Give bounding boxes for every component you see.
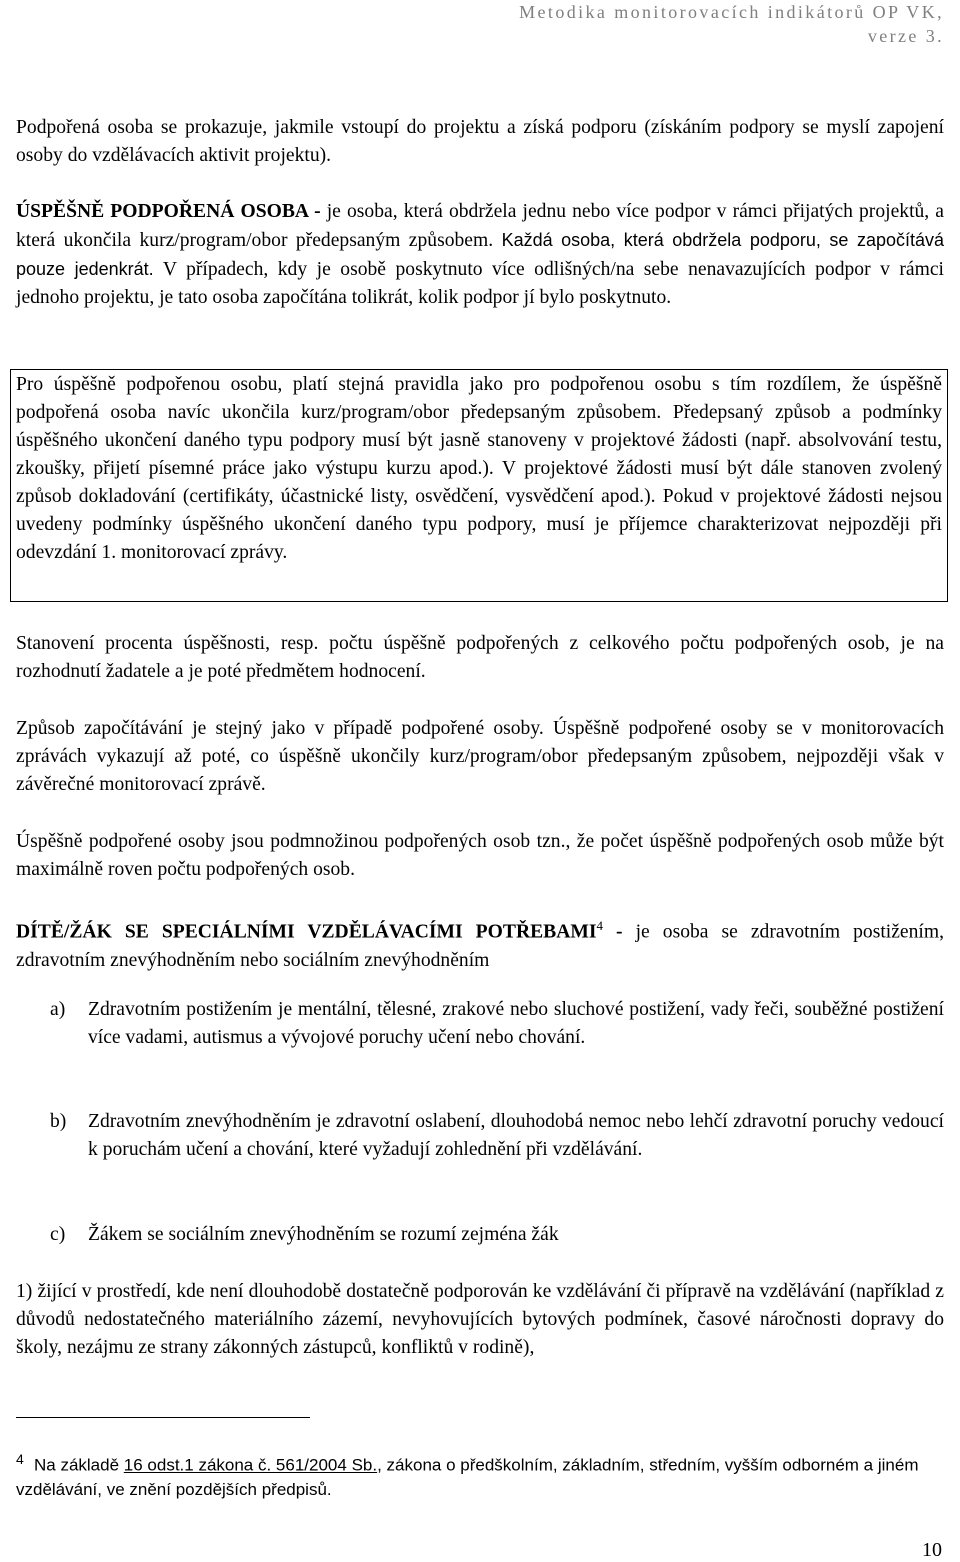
- term-dash: -: [603, 921, 623, 943]
- p6-text: je osoba se zdravotním postižením, zdravotním znevýhodněním nebo sociálním znevýhodněním: [16, 921, 944, 971]
- paragraph-counting-method: Způsob započítávání je stejný jako v případě podpořené osoby. Úspěšně podpořené osoby se v monitorovacích zprávách vykazují až poté, co úspěšně ukončily kurz/program/obor předepsaným způsobem, nejpozději však v závěrečné monitorovací zprávě.: [16, 718, 944, 795]
- paragraph-success-rate: Stanovení procenta úspěšnosti, resp. počtu úspěšně podpořených z celkového počtu podpořených osob, je na rozhodnutí žadatele a je poté předmětem hodnocení.: [16, 633, 944, 682]
- footnote-ref: 4: [596, 918, 604, 933]
- header-version: verze 3.: [867, 26, 944, 46]
- term-special-needs: DÍTĚ/ŽÁK SE SPECIÁLNÍMI VZDĚLÁVACÍMI POTŘEBAMI: [16, 921, 597, 943]
- paragraph-supported-person: Podpořená osoba se prokazuje, jakmile vstoupí do projektu a získá podporu (získáním podpory se myslí zapojení osoby do vzdělávacích aktivit projektu).: [16, 117, 944, 166]
- p2-text1: je osoba, která obdržela jednu nebo více podpor v rámci přijatých projektů, a která ukončila kurz/program/obor předepsaným způsobem.: [16, 201, 945, 251]
- paragraph-successfully-supported: [16, 198, 944, 312]
- header-title: Metodika monitorovacích indikátorů OP VK,: [519, 2, 944, 22]
- paragraph-special-needs: [16, 912, 944, 975]
- footnote-separator: [16, 1417, 310, 1418]
- footnote: [16, 1447, 946, 1502]
- p2-text2: Každá osoba, která obdržela podporu, se započítává pouze jedenkrát.: [16, 230, 944, 279]
- boxed-note-text: Pro úspěšně podpořenou osobu, platí stejná pravidla jako pro podpořenou osobu s tím rozdílem, že úspěšně podpořená osoba navíc ukončila kurz/program/obor předepsaným způsobem. Předepsaný způsob a podmínky úspěšného ukončení daného typu podpory musí být jasně stanoveny v projektové žádosti (např. absolvování testu, zkoušky, přijetí písemné práce jako výstupu kurzu apod.). V projektové žádosti musí být dále stanoven zvolený způsob dokladování (certifikáty, účastnické listy, osvědčení, vysvědčení apod.). Pokud v projektové žádosti nejsou uvedeny podmínky úspěšného ukončení daného typu podpory, musí je příjemce charakterizovat nejpozději při odevzdání 1. monitorovací zprávy.: [16, 374, 942, 563]
- list-item: [50, 1108, 944, 1164]
- page-number: 10: [922, 1539, 942, 1561]
- list-text-a: Zdravotním postižením je mentální, tělesné, zrakové nebo sluchové postižení, vady řeči, souběžné postižení více vadami, autismus a vývojové poruchy učení nebo chování.: [88, 999, 944, 1048]
- list-marker-a: a): [50, 999, 66, 1020]
- list-marker-c: c): [50, 1224, 66, 1245]
- p2-text3: V případech, kdy je osobě poskytnuto více odlišných/na sebe nenavazujících podpor v rámci jednoho projektu, je tato osoba započítána tolikrát, kolik podpor jí bylo poskytnuto.: [16, 259, 944, 308]
- list-marker-b: b): [50, 1111, 67, 1132]
- running-header: [424, 0, 944, 48]
- list-item: [50, 1221, 944, 1249]
- boxed-note: [10, 369, 948, 602]
- term-successfully-supported: ÚSPĚŠNĚ PODPOŘENÁ OSOBA -: [16, 201, 321, 222]
- paragraph-subset: Úspěšně podpořené osoby jsou podmnožinou podpořených osob tzn., že počet úspěšně podpořených osob může být maximálně roven počtu podpořených osob.: [16, 831, 944, 880]
- footnote-number: 4: [16, 1451, 24, 1467]
- footnote-post: , zákona o předškolním, základním, středním, vyšším odborném a jiném vzdělávání, ve znění pozdějších předpisů.: [16, 1455, 919, 1499]
- footnote-pre: Na základě: [34, 1455, 124, 1475]
- list-item: [50, 996, 944, 1052]
- list-text-b: Zdravotním znevýhodněním je zdravotní oslabení, dlouhodobá nemoc nebo lehčí zdravotní poruchy vedoucí k poruchám učení a chování, které vyžadují zohlednění při vzdělávání.: [88, 1111, 944, 1160]
- paragraph-social-disadvantage: 1) žijící v prostředí, kde není dlouhodobě dostatečně podporován ke vzdělávání či přípravě na vzdělávání (například z důvodů nedostatečného materiálního zázemí, nevyhovujících bytových podmínek, časové náročnosti dopravy do školy, nezájmu ze strany zákonných zástupců, konfliktů v rodině),: [16, 1281, 944, 1358]
- list-text-c: Žákem se sociálním znevýhodněním se rozumí zejména žák: [88, 1224, 559, 1245]
- footnote-law-link[interactable]: 16 odst.1 zákona č. 561/2004 Sb.: [123, 1455, 378, 1475]
